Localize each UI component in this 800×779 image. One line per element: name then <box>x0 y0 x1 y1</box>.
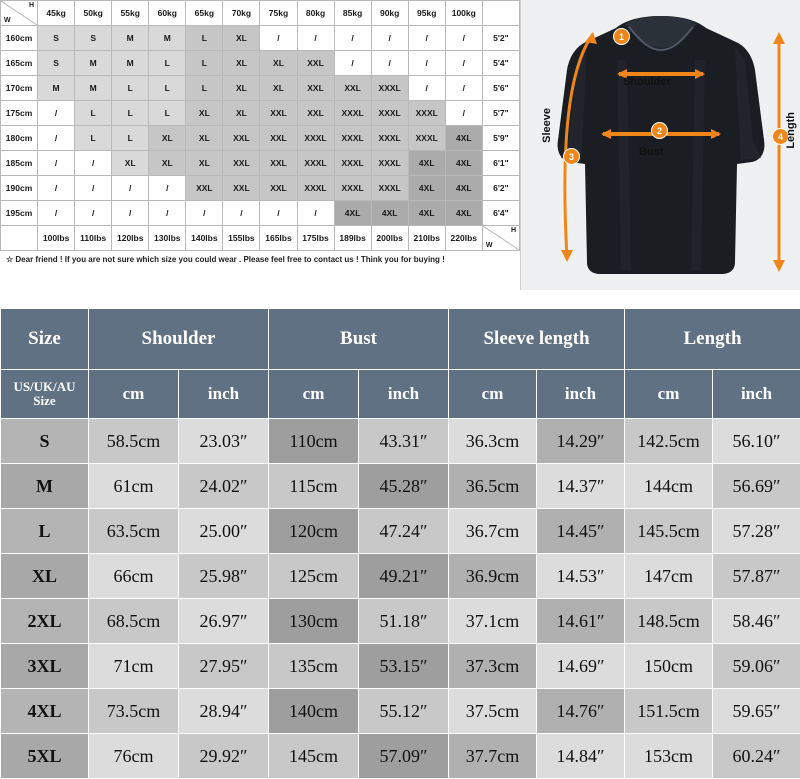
grid-cell: / <box>149 176 186 201</box>
cell-sleeve-inch: 14.69″ <box>537 644 625 689</box>
cell-sleeve-inch: 14.45″ <box>537 509 625 554</box>
cell-size: 3XL <box>1 644 89 689</box>
weight-header: 80kg <box>297 1 334 26</box>
cell-bust-inch: 43.31″ <box>359 419 449 464</box>
cell-size: 4XL <box>1 689 89 734</box>
grid-cell: M <box>112 51 149 76</box>
grid-footer-row <box>1 226 520 251</box>
grid-cell: L <box>186 51 223 76</box>
header-length-inch: inch <box>713 370 800 419</box>
grid-row <box>1 126 520 151</box>
cell-length-cm: 142.5cm <box>625 419 713 464</box>
grid-cell: XL <box>223 51 260 76</box>
grid-cell: / <box>38 126 75 151</box>
grid-cell: XL <box>149 151 186 176</box>
grid-cell: 4XL <box>334 201 371 226</box>
grid-cell: XXL <box>334 76 371 101</box>
weight-header: 100kg <box>445 1 482 26</box>
grid-cell: / <box>371 51 408 76</box>
cell-shoulder-cm: 68.5cm <box>89 599 179 644</box>
cell-size: L <box>1 509 89 554</box>
cell-sleeve-inch: 14.84″ <box>537 734 625 779</box>
weight-header: 75kg <box>260 1 297 26</box>
grid-cell: L <box>75 101 112 126</box>
grid-cell: / <box>445 101 482 126</box>
grid-row <box>1 176 520 201</box>
weight-header: 50kg <box>75 1 112 26</box>
cell-size: M <box>1 464 89 509</box>
cell-length-cm: 148.5cm <box>625 599 713 644</box>
table-row <box>1 599 800 644</box>
cell-shoulder-inch: 28.94″ <box>179 689 269 734</box>
grid-cell: XL <box>223 76 260 101</box>
grid-cell: XXXL <box>371 76 408 101</box>
table-row <box>1 509 800 554</box>
grid-footer-corner-cell <box>482 226 519 251</box>
cell-sleeve-inch: 14.61″ <box>537 599 625 644</box>
header-bust-inch: inch <box>359 370 449 419</box>
table-header-group-row <box>1 309 800 370</box>
cell-length-inch: 60.24″ <box>713 734 800 779</box>
grid-cell: / <box>334 51 371 76</box>
cell-size: S <box>1 419 89 464</box>
grid-cell: XXXL <box>297 126 334 151</box>
grid-cell: XXL <box>260 126 297 151</box>
cell-bust-inch: 47.24″ <box>359 509 449 554</box>
grid-cell: XXXL <box>371 176 408 201</box>
row-feet: 5'4" <box>482 51 519 76</box>
grid-cell: XXXL <box>408 126 445 151</box>
grid-cell: 4XL <box>445 126 482 151</box>
cell-length-cm: 147cm <box>625 554 713 599</box>
row-feet: 5'7" <box>482 101 519 126</box>
lbs-footer: 110lbs <box>75 226 112 251</box>
weight-header: 90kg <box>371 1 408 26</box>
grid-cell: XL <box>260 76 297 101</box>
header-length: Length <box>625 309 800 370</box>
row-height: 185cm <box>1 151 38 176</box>
feet-header-blank <box>482 1 519 26</box>
cell-bust-inch: 49.21″ <box>359 554 449 599</box>
cell-bust-inch: 45.28″ <box>359 464 449 509</box>
cell-size: 2XL <box>1 599 89 644</box>
cell-length-inch: 56.10″ <box>713 419 800 464</box>
grid-corner-cell <box>1 1 38 26</box>
badge-length: 4 <box>772 128 789 145</box>
header-us-uk-au-size: US/UK/AU Size <box>1 370 89 419</box>
grid-cell: / <box>445 26 482 51</box>
cell-bust-cm: 120cm <box>269 509 359 554</box>
weight-header: 45kg <box>38 1 75 26</box>
grid-cell: M <box>149 26 186 51</box>
cell-sleeve-inch: 14.29″ <box>537 419 625 464</box>
header-shoulder-inch: inch <box>179 370 269 419</box>
grid-cell: S <box>38 26 75 51</box>
cell-sleeve-cm: 37.3cm <box>449 644 537 689</box>
grid-cell: XXXL <box>297 176 334 201</box>
grid-cell: XXXL <box>334 151 371 176</box>
grid-cell: XXXL <box>371 101 408 126</box>
lbs-footer: 100lbs <box>38 226 75 251</box>
grid-cell: XL <box>186 101 223 126</box>
cell-bust-cm: 135cm <box>269 644 359 689</box>
cell-sleeve-inch: 14.53″ <box>537 554 625 599</box>
cell-sleeve-cm: 36.3cm <box>449 419 537 464</box>
grid-cell: L <box>149 101 186 126</box>
badge-sleeve: 3 <box>563 148 580 165</box>
grid-cell: XXL <box>297 51 334 76</box>
grid-cell: L <box>112 126 149 151</box>
lbs-footer: 155lbs <box>223 226 260 251</box>
grid-cell: / <box>112 201 149 226</box>
cell-bust-inch: 51.18″ <box>359 599 449 644</box>
row-height: 175cm <box>1 101 38 126</box>
cell-length-inch: 59.65″ <box>713 689 800 734</box>
cell-shoulder-inch: 26.97″ <box>179 599 269 644</box>
cell-bust-cm: 110cm <box>269 419 359 464</box>
grid-cell: / <box>112 176 149 201</box>
grid-cell: XL <box>186 151 223 176</box>
weight-header: 85kg <box>334 1 371 26</box>
grid-cell: / <box>223 201 260 226</box>
cell-length-cm: 153cm <box>625 734 713 779</box>
grid-cell: L <box>149 51 186 76</box>
weight-header: 55kg <box>112 1 149 26</box>
cell-sleeve-cm: 36.9cm <box>449 554 537 599</box>
grid-cell: L <box>149 76 186 101</box>
top-section <box>0 0 800 308</box>
label-shoulder: Shoulder <box>623 76 671 88</box>
table-row <box>1 689 800 734</box>
row-height: 170cm <box>1 76 38 101</box>
grid-row <box>1 26 520 51</box>
cell-length-inch: 58.46″ <box>713 599 800 644</box>
cell-shoulder-cm: 71cm <box>89 644 179 689</box>
grid-cell: S <box>38 51 75 76</box>
grid-cell: 4XL <box>445 201 482 226</box>
grid-cell: XXL <box>223 176 260 201</box>
header-bust-cm: cm <box>269 370 359 419</box>
cell-length-cm: 144cm <box>625 464 713 509</box>
grid-cell: XXL <box>223 151 260 176</box>
label-sleeve: Sleeve <box>541 108 553 143</box>
grid-cell: 4XL <box>408 201 445 226</box>
row-height: 165cm <box>1 51 38 76</box>
cell-bust-cm: 115cm <box>269 464 359 509</box>
grid-cell: XXL <box>297 76 334 101</box>
grid-cell: L <box>112 101 149 126</box>
grid-cell: 4XL <box>408 151 445 176</box>
grid-cell: XXL <box>223 126 260 151</box>
note-text: Dear friend ! If you are not sure which size you could wear . Please feel free to contact us ! Think you for buying ! <box>15 255 444 264</box>
weight-header: 60kg <box>149 1 186 26</box>
note-star-icon: ☆ <box>6 255 13 264</box>
grid-cell: / <box>75 201 112 226</box>
grid-header-row <box>1 1 520 26</box>
table-row <box>1 554 800 599</box>
grid-row <box>1 151 520 176</box>
grid-cell: 4XL <box>371 201 408 226</box>
cell-sleeve-inch: 14.37″ <box>537 464 625 509</box>
cell-sleeve-cm: 37.5cm <box>449 689 537 734</box>
grid-cell: / <box>75 176 112 201</box>
header-shoulder: Shoulder <box>89 309 269 370</box>
cell-length-cm: 145.5cm <box>625 509 713 554</box>
table-row <box>1 419 800 464</box>
grid-cell: / <box>38 176 75 201</box>
cell-bust-cm: 130cm <box>269 599 359 644</box>
cell-shoulder-inch: 27.95″ <box>179 644 269 689</box>
weight-header: 95kg <box>408 1 445 26</box>
grid-cell: XXXL <box>297 151 334 176</box>
cell-bust-inch: 57.09″ <box>359 734 449 779</box>
row-feet: 5'2" <box>482 26 519 51</box>
cell-shoulder-inch: 24.02″ <box>179 464 269 509</box>
cell-length-inch: 57.87″ <box>713 554 800 599</box>
lbs-footer: 120lbs <box>112 226 149 251</box>
cell-shoulder-cm: 63.5cm <box>89 509 179 554</box>
grid-cell: XL <box>260 51 297 76</box>
grid-cell: / <box>38 151 75 176</box>
height-weight-grid <box>0 0 520 308</box>
grid-cell: L <box>75 126 112 151</box>
size-measurement-table <box>0 308 800 779</box>
row-feet: 6'2" <box>482 176 519 201</box>
grid-cell: / <box>38 201 75 226</box>
grid-row <box>1 101 520 126</box>
header-sleeve-cm: cm <box>449 370 537 419</box>
cell-length-cm: 151.5cm <box>625 689 713 734</box>
grid-cell: XL <box>149 126 186 151</box>
table-header-unit-row <box>1 370 800 419</box>
grid-cell: XXL <box>297 101 334 126</box>
grid-cell: L <box>186 76 223 101</box>
product-measurement-photo <box>520 0 800 290</box>
cell-size: 5XL <box>1 734 89 779</box>
grid-cell: L <box>186 26 223 51</box>
header-bust: Bust <box>269 309 449 370</box>
cell-shoulder-cm: 76cm <box>89 734 179 779</box>
cell-shoulder-cm: 58.5cm <box>89 419 179 464</box>
grid-cell: XXL <box>260 176 297 201</box>
grid-cell: XL <box>223 26 260 51</box>
grid-body <box>1 26 520 251</box>
cell-sleeve-cm: 36.7cm <box>449 509 537 554</box>
cell-size: XL <box>1 554 89 599</box>
grid-cell: / <box>445 76 482 101</box>
header-length-cm: cm <box>625 370 713 419</box>
grid-cell: XL <box>112 151 149 176</box>
grid-cell: / <box>149 201 186 226</box>
cell-shoulder-inch: 29.92″ <box>179 734 269 779</box>
header-sleeve-length: Sleeve length <box>449 309 625 370</box>
lbs-footer: 220lbs <box>445 226 482 251</box>
cell-bust-inch: 55.12″ <box>359 689 449 734</box>
corner-h-label: H <box>29 2 34 9</box>
grid-cell: / <box>75 151 112 176</box>
grid-cell: / <box>38 101 75 126</box>
lbs-footer: 175lbs <box>297 226 334 251</box>
grid-cell: 4XL <box>445 176 482 201</box>
footer-blank <box>1 226 38 251</box>
grid-cell: / <box>408 51 445 76</box>
sweater-illustration <box>521 0 800 290</box>
weight-header: 65kg <box>186 1 223 26</box>
footer-corner-h-label: H <box>511 227 516 234</box>
grid-cell: 4XL <box>445 151 482 176</box>
grid-cell: / <box>260 26 297 51</box>
header-size: Size <box>1 309 89 370</box>
cell-shoulder-cm: 61cm <box>89 464 179 509</box>
grid-cell: / <box>371 26 408 51</box>
cell-sleeve-cm: 36.5cm <box>449 464 537 509</box>
row-feet: 5'6" <box>482 76 519 101</box>
cell-length-inch: 56.69″ <box>713 464 800 509</box>
grid-cell: XXXL <box>334 101 371 126</box>
row-height: 160cm <box>1 26 38 51</box>
cell-sleeve-inch: 14.76″ <box>537 689 625 734</box>
cell-shoulder-inch: 25.00″ <box>179 509 269 554</box>
friendly-note <box>0 251 520 264</box>
cell-length-cm: 150cm <box>625 644 713 689</box>
cell-length-inch: 59.06″ <box>713 644 800 689</box>
badge-bust: 2 <box>651 122 668 139</box>
grid-cell: / <box>260 201 297 226</box>
table-row <box>1 734 800 779</box>
grid-cell: XL <box>223 101 260 126</box>
grid-cell: XXXL <box>371 126 408 151</box>
label-length: Length <box>785 112 797 149</box>
lbs-footer: 210lbs <box>408 226 445 251</box>
cell-shoulder-cm: 66cm <box>89 554 179 599</box>
grid-cell: XXXL <box>334 176 371 201</box>
grid-cell: M <box>75 51 112 76</box>
grid-cell: XXL <box>186 176 223 201</box>
cell-shoulder-inch: 23.03″ <box>179 419 269 464</box>
row-height: 195cm <box>1 201 38 226</box>
grid-cell: XXXL <box>334 126 371 151</box>
cell-bust-cm: 125cm <box>269 554 359 599</box>
grid-cell: XXL <box>260 101 297 126</box>
grid-cell: XXXL <box>408 101 445 126</box>
footer-corner-w-label: W <box>486 242 493 249</box>
row-feet: 6'4" <box>482 201 519 226</box>
badge-shoulder: 1 <box>613 28 630 45</box>
lbs-footer: 200lbs <box>371 226 408 251</box>
cell-length-inch: 57.28″ <box>713 509 800 554</box>
row-feet: 6'1" <box>482 151 519 176</box>
corner-w-label: W <box>4 17 11 24</box>
lbs-footer: 189lbs <box>334 226 371 251</box>
grid-cell: / <box>408 26 445 51</box>
row-height: 190cm <box>1 176 38 201</box>
grid-cell: / <box>186 201 223 226</box>
cell-sleeve-cm: 37.1cm <box>449 599 537 644</box>
grid-cell: L <box>112 76 149 101</box>
grid-cell: M <box>75 76 112 101</box>
row-feet: 5'9" <box>482 126 519 151</box>
cell-sleeve-cm: 37.7cm <box>449 734 537 779</box>
cell-shoulder-cm: 73.5cm <box>89 689 179 734</box>
lbs-footer: 165lbs <box>260 226 297 251</box>
grid-cell: M <box>38 76 75 101</box>
grid-cell: / <box>408 76 445 101</box>
grid-table <box>0 0 520 251</box>
table-row <box>1 644 800 689</box>
grid-cell: / <box>334 26 371 51</box>
cell-bust-cm: 140cm <box>269 689 359 734</box>
cell-bust-inch: 53.15″ <box>359 644 449 689</box>
grid-cell: XL <box>186 126 223 151</box>
cell-bust-cm: 145cm <box>269 734 359 779</box>
row-height: 180cm <box>1 126 38 151</box>
grid-row <box>1 201 520 226</box>
header-shoulder-cm: cm <box>89 370 179 419</box>
lbs-footer: 140lbs <box>186 226 223 251</box>
table-row <box>1 464 800 509</box>
grid-cell: / <box>297 26 334 51</box>
table-body <box>1 419 800 779</box>
grid-cell: XXL <box>260 151 297 176</box>
label-bust: Bust <box>639 146 663 158</box>
grid-cell: 4XL <box>408 176 445 201</box>
header-sleeve-inch: inch <box>537 370 625 419</box>
grid-cell: M <box>112 26 149 51</box>
cell-shoulder-inch: 25.98″ <box>179 554 269 599</box>
grid-cell: XXXL <box>371 151 408 176</box>
grid-cell: / <box>445 51 482 76</box>
grid-cell: S <box>75 26 112 51</box>
grid-row <box>1 76 520 101</box>
weight-header: 70kg <box>223 1 260 26</box>
grid-row <box>1 51 520 76</box>
grid-cell: / <box>297 201 334 226</box>
lbs-footer: 130lbs <box>149 226 186 251</box>
